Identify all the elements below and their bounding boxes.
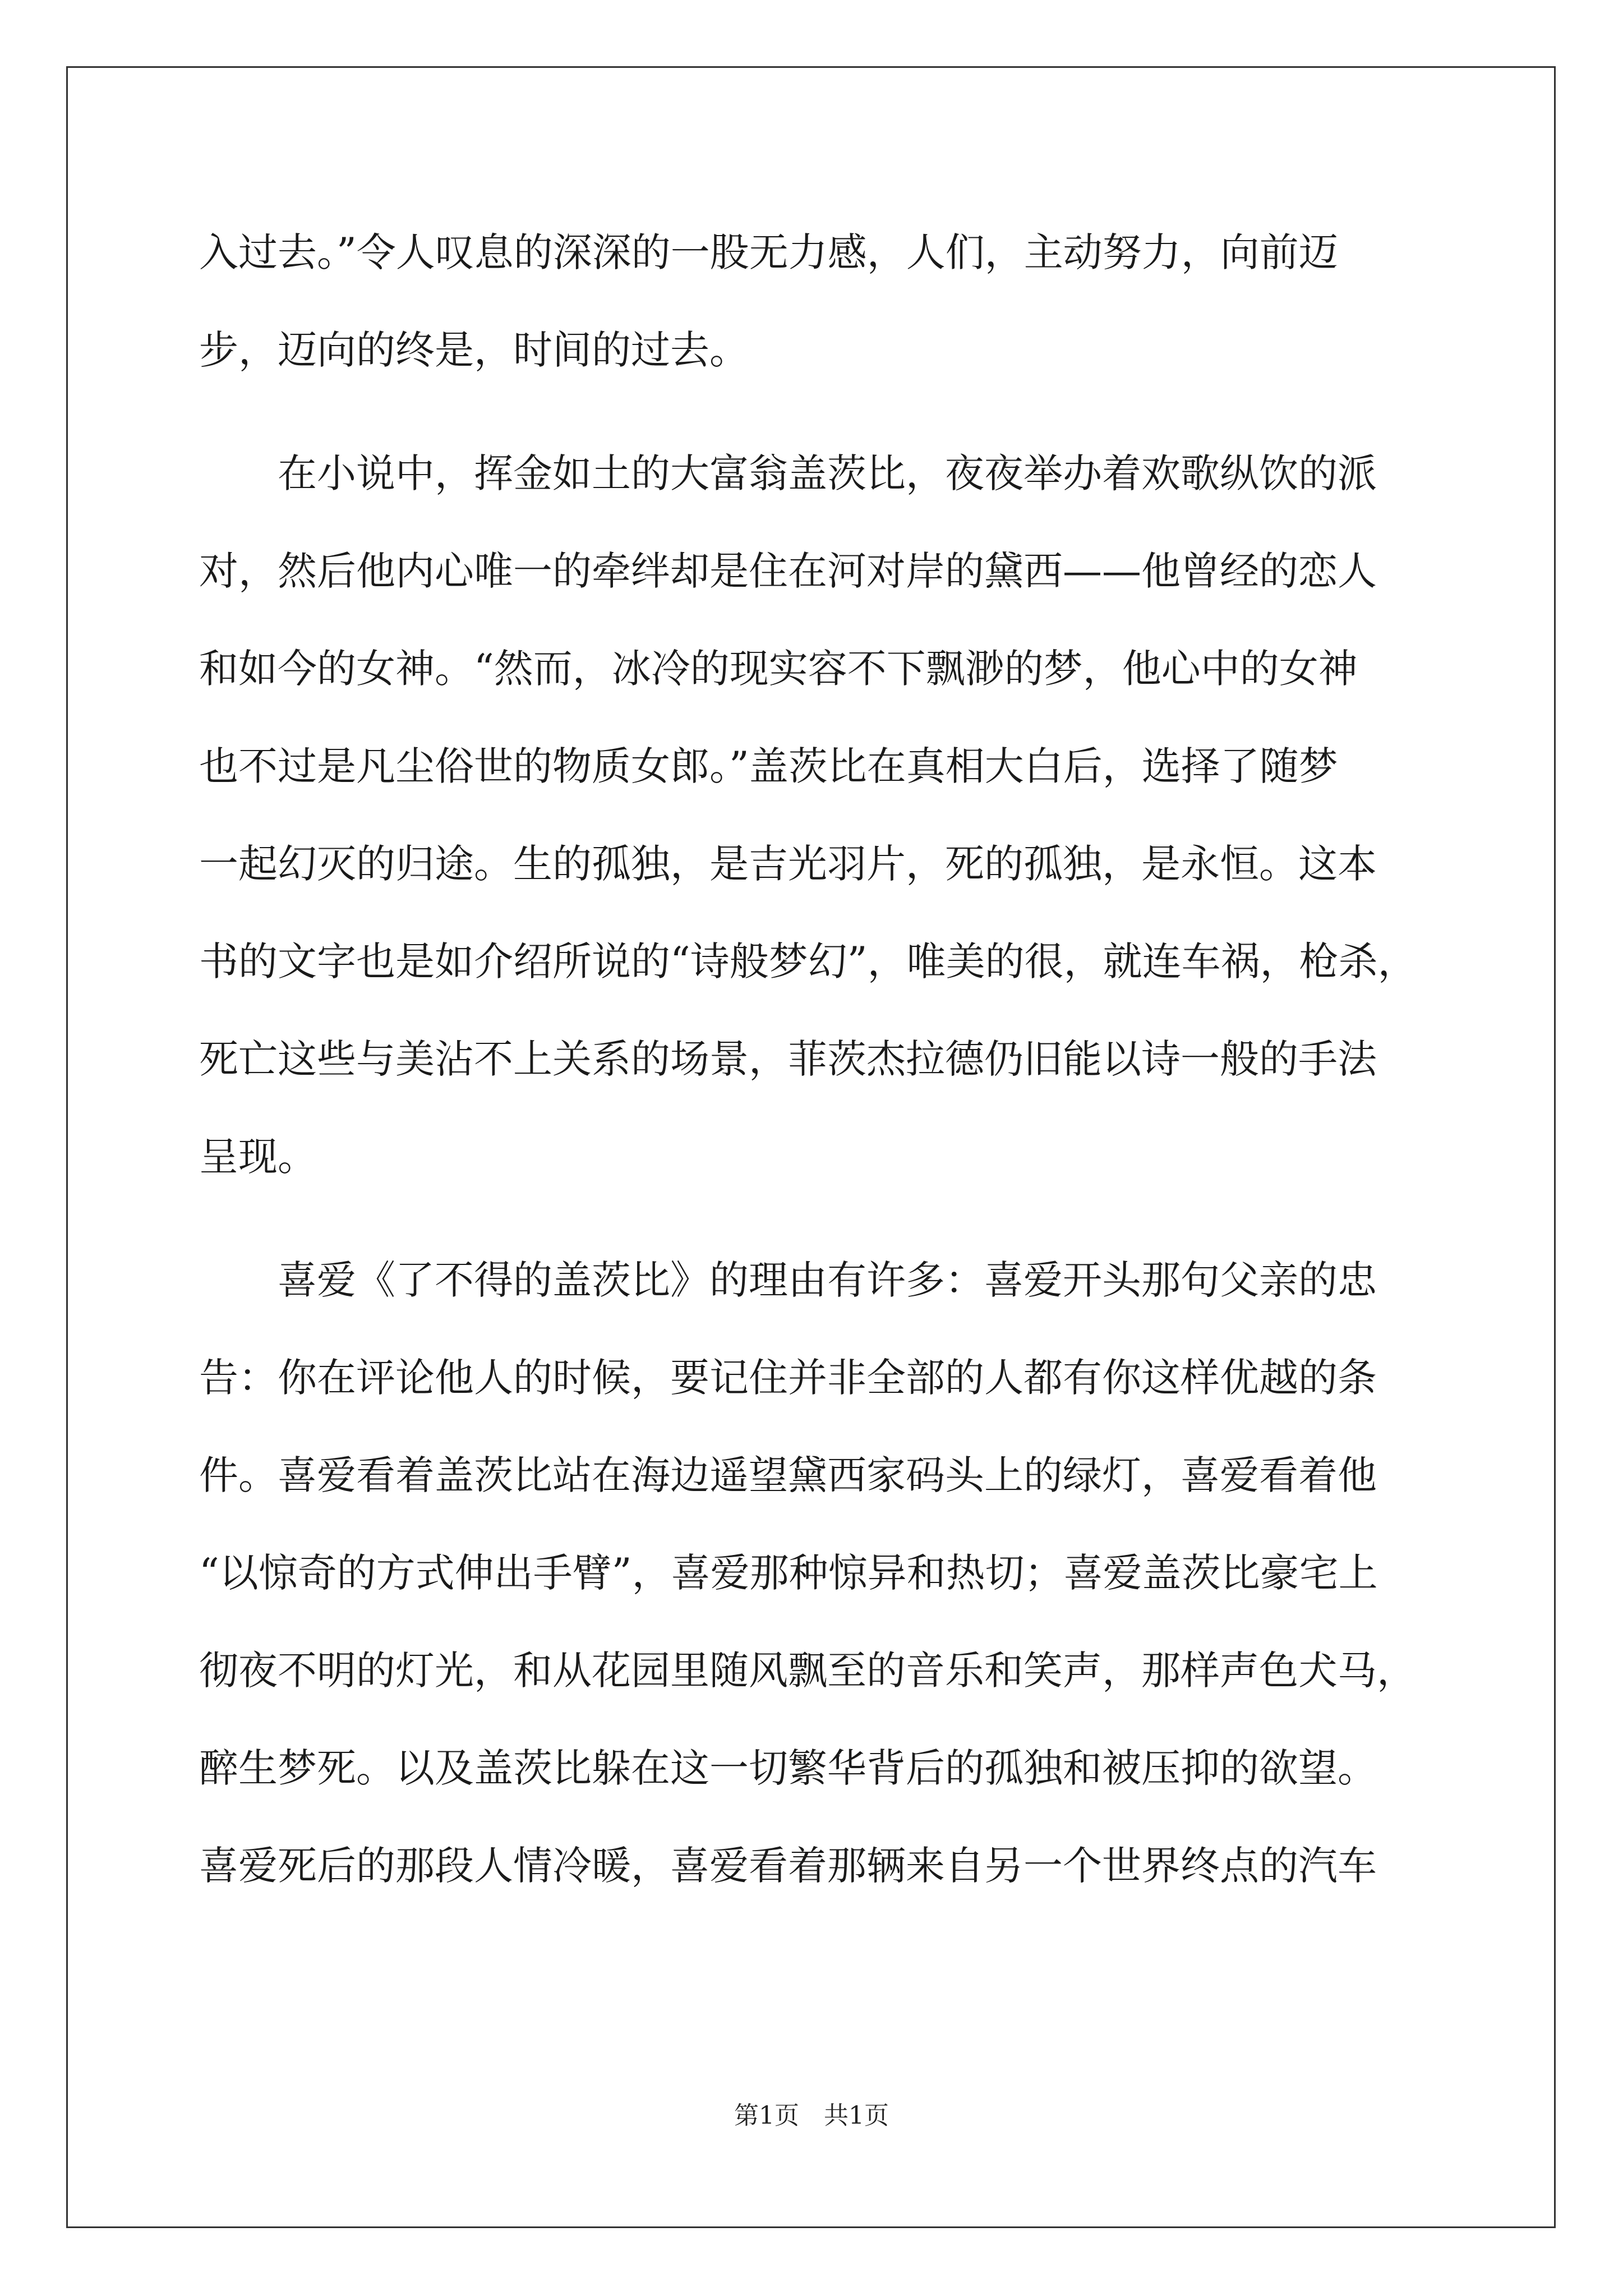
text-line: 一起幻灭的归途。生的孤独，是吉光羽片，死的孤独，是永恒。这本 xyxy=(199,841,1377,887)
text-line: 件。喜爱看着盖茨比站在海边遥望黛西家码头上的绿灯，喜爱看着他 xyxy=(199,1452,1377,1498)
document-body xyxy=(199,213,1433,1924)
text-line: 在小说中，挥金如土的大富翁盖茨比，夜夜举办着欢歌纵饮的派 xyxy=(278,450,1377,496)
paragraph xyxy=(199,434,1433,1215)
text-line: 对，然后他内心唯一的牵绊却是住在河对岸的黛西——他曾经的恋人 xyxy=(199,548,1377,594)
text-line: 喜爱死后的那段人情冷暖，喜爱看着那辆来自另一个世界终点的汽车 xyxy=(199,1843,1377,1889)
page-footer: 第1页 共1页 xyxy=(734,2101,889,2130)
text-line: “以惊奇的方式伸出手臂”，喜爱那种惊异和热切；喜爱盖茨比豪宅上 xyxy=(199,1550,1378,1596)
text-line: 也不过是凡尘俗世的物质女郎。”盖茨比在真相大白后，选择了随梦 xyxy=(199,743,1338,789)
text-line: 步，迈向的终是，时间的过去。 xyxy=(199,327,749,373)
text-line: 喜爱《了不得的盖茨比》的理由有许多：喜爱开头那句父亲的忠 xyxy=(278,1257,1377,1303)
text-line: 告：你在评论他人的时候，要记住并非全部的人都有你这样优越的条 xyxy=(199,1355,1377,1401)
paragraph xyxy=(199,213,1433,408)
text-line: 书的文字也是如介绍所说的“诗般梦幻”，唯美的很，就连车祸，枪杀， xyxy=(199,938,1417,984)
text-line: 和如今的女神。“然而，冰冷的现实容不下飘渺的梦，他心中的女神 xyxy=(199,646,1358,692)
text-line: 呈现。 xyxy=(199,1134,317,1180)
paragraph xyxy=(199,1241,1433,1924)
text-line: 彻夜不明的灯光，和从花园里随风飘至的音乐和笑声，那样声色犬马， xyxy=(199,1648,1416,1694)
text-line: 死亡这些与美沾不上关系的场景，菲茨杰拉德仍旧能以诗一般的手法 xyxy=(199,1036,1377,1082)
text-line: 入过去。”令人叹息的深深的一股无力感，人们，主动努力，向前迈 xyxy=(199,229,1338,275)
text-line: 醉生梦死。以及盖茨比躲在这一切繁华背后的孤独和被压抑的欲望。 xyxy=(199,1745,1377,1791)
